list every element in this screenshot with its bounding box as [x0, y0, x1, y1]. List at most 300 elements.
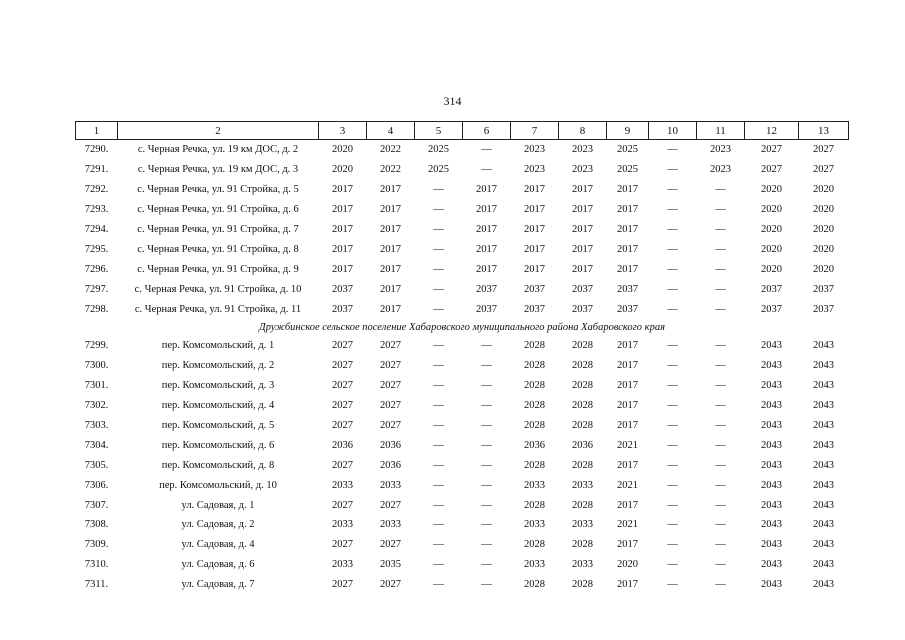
year-cell: 2043	[761, 340, 782, 352]
table-row	[76, 435, 849, 455]
year-cell: —	[715, 224, 726, 235]
year-cell: —	[433, 204, 444, 216]
row-number: 7293.	[84, 204, 109, 216]
year-cell: 2035	[380, 559, 401, 571]
year-cell: 2023	[524, 144, 545, 156]
address-cell: с. Черная Речка, ул. 91 Стройка, д. 8	[137, 243, 299, 255]
year-cell: 2020	[761, 204, 782, 216]
year-cell: 2017	[617, 459, 638, 471]
year-cell: —	[667, 184, 678, 196]
year-cell: —	[715, 184, 726, 196]
year-cell: 2020	[761, 184, 782, 196]
year-cell: 2043	[813, 380, 834, 392]
year-cell: —	[667, 360, 678, 372]
year-cell: 2017	[617, 243, 638, 255]
year-cell: —	[481, 519, 492, 531]
year-cell: —	[715, 400, 726, 412]
year-cell: 2027	[380, 380, 401, 392]
year-cell: —	[667, 380, 678, 392]
year-cell: 2027	[332, 340, 353, 352]
year-cell: 2037	[813, 303, 834, 315]
year-cell: —	[715, 303, 726, 315]
year-cell: 2017	[524, 243, 545, 255]
year-cell: 2033	[572, 559, 593, 571]
column-header: 2	[118, 122, 319, 140]
year-cell: 2027	[380, 539, 401, 551]
year-cell: 2037	[476, 283, 497, 295]
year-cell: 2043	[813, 360, 834, 372]
year-cell: —	[667, 579, 678, 591]
row-number: 7297.	[84, 283, 109, 295]
table-row	[76, 396, 849, 416]
year-cell: 2017	[572, 204, 593, 216]
column-number-header-row	[76, 122, 849, 140]
year-cell: —	[715, 519, 726, 531]
address-cell: пер. Комсомольский, д. 8	[161, 459, 275, 471]
year-cell: —	[433, 559, 444, 571]
year-cell: —	[715, 499, 726, 511]
year-cell: 2043	[761, 420, 782, 432]
year-cell: 2017	[617, 579, 638, 591]
table-row	[76, 515, 849, 535]
address-cell: пер. Комсомольский, д. 2	[161, 360, 275, 372]
year-cell: 2028	[524, 380, 545, 392]
year-cell: —	[715, 479, 726, 491]
table-row	[76, 555, 849, 575]
year-cell: —	[433, 283, 444, 295]
year-cell: 2017	[617, 400, 638, 412]
year-cell: —	[667, 420, 678, 432]
year-cell: 2028	[524, 400, 545, 412]
row-number: 7305.	[84, 459, 109, 471]
year-cell: —	[667, 439, 678, 451]
year-cell: 2017	[332, 204, 353, 216]
year-cell: 2036	[332, 439, 353, 451]
year-cell: 2017	[380, 204, 401, 216]
year-cell: 2028	[572, 539, 593, 551]
year-cell: 2027	[332, 499, 353, 511]
year-cell: 2027	[332, 400, 353, 412]
year-cell: —	[433, 400, 444, 412]
year-cell: —	[433, 243, 444, 255]
year-cell: 2027	[380, 579, 401, 591]
address-cell: ул. Садовая, д. 6	[181, 559, 255, 571]
table-body-druzhbinskoe	[76, 336, 849, 595]
year-cell: 2017	[617, 420, 638, 432]
table-row	[76, 239, 849, 259]
year-cell: 2037	[332, 303, 353, 315]
year-cell: 2023	[710, 144, 731, 156]
year-cell: 2017	[524, 263, 545, 275]
year-cell: —	[715, 539, 726, 551]
year-cell: —	[667, 559, 678, 571]
address-cell: ул. Садовая, д. 7	[181, 579, 255, 591]
year-cell: 2028	[572, 400, 593, 412]
address-cell: с. Черная Речка, ул. 91 Стройка, д. 10	[134, 283, 302, 295]
year-cell: —	[481, 579, 492, 591]
year-cell: —	[433, 303, 444, 315]
year-cell: —	[433, 380, 444, 392]
year-cell: —	[715, 243, 726, 255]
year-cell: —	[481, 539, 492, 551]
year-cell: 2043	[761, 360, 782, 372]
year-cell: 2033	[380, 519, 401, 531]
row-number: 7311.	[84, 579, 109, 591]
address-cell: пер. Комсомольский, д. 4	[161, 400, 275, 412]
year-cell: 2028	[524, 340, 545, 352]
address-cell: пер. Комсомольский, д. 6	[161, 439, 275, 451]
year-cell: 2043	[813, 400, 834, 412]
year-cell: 2033	[572, 479, 593, 491]
year-cell: 2017	[617, 340, 638, 352]
year-cell: 2020	[761, 263, 782, 275]
year-cell: 2017	[572, 184, 593, 196]
year-cell: 2027	[332, 579, 353, 591]
year-cell: —	[667, 204, 678, 216]
year-cell: 2027	[380, 360, 401, 372]
year-cell: —	[667, 243, 678, 255]
year-cell: 2028	[524, 579, 545, 591]
column-header: 6	[463, 122, 511, 140]
table-row	[76, 160, 849, 180]
year-cell: 2027	[332, 539, 353, 551]
year-cell: 2017	[332, 224, 353, 235]
year-cell: 2043	[761, 459, 782, 471]
year-cell: 2037	[572, 303, 593, 315]
year-cell: —	[715, 283, 726, 295]
year-cell: —	[715, 439, 726, 451]
row-number: 7295.	[84, 243, 109, 255]
year-cell: 2033	[572, 519, 593, 531]
year-cell: —	[433, 579, 444, 591]
year-cell: 2020	[332, 164, 353, 176]
year-cell: 2037	[332, 283, 353, 295]
address-cell: с. Черная Речка, ул. 91 Стройка, д. 5	[137, 184, 299, 196]
year-cell: 2037	[572, 283, 593, 295]
year-cell: —	[433, 184, 444, 196]
year-cell: —	[433, 263, 444, 275]
year-cell: 2020	[761, 224, 782, 235]
year-cell: —	[481, 439, 492, 451]
year-cell: 2037	[617, 283, 638, 295]
year-cell: 2028	[572, 420, 593, 432]
year-cell: 2043	[813, 579, 834, 591]
row-number: 7302.	[84, 400, 109, 412]
year-cell: —	[667, 499, 678, 511]
table-row	[76, 475, 849, 495]
year-cell: 2028	[572, 380, 593, 392]
year-cell: 2020	[813, 204, 834, 216]
year-cell: 2043	[813, 439, 834, 451]
year-cell: 2017	[332, 263, 353, 275]
year-cell: 2043	[761, 579, 782, 591]
year-cell: 2017	[617, 380, 638, 392]
year-cell: 2033	[332, 559, 353, 571]
page-number: 314	[443, 94, 462, 108]
year-cell: 2027	[380, 420, 401, 432]
year-cell: 2043	[761, 519, 782, 531]
year-cell: 2022	[380, 164, 401, 176]
year-cell: 2027	[332, 459, 353, 471]
address-cell: с. Черная Речка, ул. 91 Стройка, д. 7	[137, 224, 299, 235]
year-cell: —	[667, 263, 678, 275]
year-cell: 2043	[813, 459, 834, 471]
year-cell: 2027	[332, 360, 353, 372]
year-cell: 2017	[572, 224, 593, 235]
year-cell: 2017	[617, 184, 638, 196]
year-cell: —	[433, 539, 444, 551]
year-cell: 2027	[813, 144, 834, 156]
row-number: 7308.	[84, 519, 109, 531]
address-cell: пер. Комсомольский, д. 10	[159, 479, 277, 491]
year-cell: 2037	[813, 283, 834, 295]
year-cell: 2020	[813, 224, 834, 235]
year-cell: 2027	[761, 164, 782, 176]
column-header: 3	[319, 122, 367, 140]
column-header: 8	[559, 122, 607, 140]
year-cell: 2017	[380, 243, 401, 255]
year-cell: —	[481, 360, 492, 372]
year-cell: 2043	[761, 559, 782, 571]
column-header: 11	[697, 122, 745, 140]
year-cell: 2017	[524, 184, 545, 196]
year-cell: 2017	[476, 204, 497, 216]
year-cell: 2027	[332, 420, 353, 432]
row-number: 7307.	[84, 499, 109, 511]
year-cell: 2017	[524, 224, 545, 235]
year-cell: 2033	[380, 479, 401, 491]
year-cell: 2043	[813, 519, 834, 531]
year-cell: 2028	[524, 459, 545, 471]
year-cell: 2033	[332, 479, 353, 491]
year-cell: 2028	[572, 579, 593, 591]
year-cell: 2028	[572, 360, 593, 372]
column-header: 9	[607, 122, 649, 140]
row-number: 7306.	[84, 479, 109, 491]
year-cell: —	[433, 420, 444, 432]
year-cell: —	[667, 539, 678, 551]
table-row	[76, 140, 849, 160]
column-header: 7	[511, 122, 559, 140]
year-cell: 2043	[813, 559, 834, 571]
year-cell: 2017	[332, 243, 353, 255]
year-cell: —	[715, 360, 726, 372]
year-cell: 2021	[617, 479, 638, 491]
table-row	[76, 575, 849, 595]
year-cell: 2037	[476, 303, 497, 315]
year-cell: 2028	[572, 340, 593, 352]
buildings-repair-schedule-table	[75, 121, 849, 595]
year-cell: —	[433, 519, 444, 531]
year-cell: 2017	[572, 243, 593, 255]
address-cell: с. Черная Речка, ул. 91 Стройка, д. 11	[134, 303, 302, 315]
row-number: 7300.	[84, 360, 109, 372]
year-cell: —	[433, 360, 444, 372]
year-cell: —	[715, 579, 726, 591]
year-cell: 2027	[761, 144, 782, 156]
year-cell: 2027	[380, 499, 401, 511]
year-cell: 2036	[572, 439, 593, 451]
table-row	[76, 356, 849, 376]
year-cell: 2037	[761, 283, 782, 295]
row-number: 7304.	[84, 439, 109, 451]
year-cell: —	[667, 519, 678, 531]
row-number: 7303.	[84, 420, 109, 432]
year-cell: 2020	[761, 243, 782, 255]
year-cell: —	[715, 263, 726, 275]
year-cell: —	[481, 144, 492, 156]
year-cell: —	[481, 479, 492, 491]
year-cell: 2017	[524, 204, 545, 216]
year-cell: 2036	[524, 439, 545, 451]
address-cell: ул. Садовая, д. 2	[181, 519, 255, 531]
row-number: 7301.	[84, 380, 109, 392]
year-cell: 2017	[617, 360, 638, 372]
year-cell: 2028	[524, 539, 545, 551]
year-cell: 2033	[524, 479, 545, 491]
year-cell: 2033	[524, 559, 545, 571]
year-cell: 2043	[761, 479, 782, 491]
row-number: 7294.	[84, 224, 109, 235]
section-header	[76, 319, 849, 336]
address-cell: с. Черная Речка, ул. 19 км ДОС, д. 2	[137, 144, 299, 156]
row-number: 7298.	[84, 303, 109, 315]
year-cell: 2017	[617, 499, 638, 511]
year-cell: 2028	[524, 360, 545, 372]
year-cell: 2027	[813, 164, 834, 176]
column-header: 5	[415, 122, 463, 140]
section-title: Дружбинское сельское поселение Хабаровского муниципального района Хабаровского края	[259, 322, 665, 334]
year-cell: 2025	[617, 164, 638, 176]
address-cell: с. Черная Речка, ул. 19 км ДОС, д. 3	[137, 164, 299, 176]
year-cell: 2043	[813, 539, 834, 551]
table-row	[76, 180, 849, 200]
year-cell: —	[481, 380, 492, 392]
year-cell: 2017	[380, 303, 401, 315]
year-cell: —	[667, 164, 678, 176]
year-cell: 2025	[428, 144, 449, 156]
column-header: 1	[76, 122, 118, 140]
row-number: 7290.	[84, 144, 109, 156]
table-row	[76, 200, 849, 220]
year-cell: 2017	[476, 184, 497, 196]
year-cell: —	[715, 204, 726, 216]
year-cell: 2017	[617, 204, 638, 216]
address-cell: пер. Комсомольский, д. 5	[161, 420, 275, 432]
table-row	[76, 279, 849, 299]
year-cell: 2022	[380, 144, 401, 156]
year-cell: 2036	[380, 439, 401, 451]
row-number: 7310.	[84, 559, 109, 571]
year-cell: 2037	[617, 303, 638, 315]
year-cell: —	[715, 420, 726, 432]
table-row	[76, 299, 849, 319]
year-cell: 2033	[332, 519, 353, 531]
year-cell: 2017	[617, 224, 638, 235]
year-cell: 2028	[524, 420, 545, 432]
year-cell: 2027	[380, 400, 401, 412]
year-cell: 2027	[380, 340, 401, 352]
year-cell: 2037	[524, 283, 545, 295]
table-row	[76, 259, 849, 279]
year-cell: 2017	[476, 263, 497, 275]
year-cell: —	[433, 224, 444, 235]
year-cell: 2017	[380, 224, 401, 235]
address-cell: пер. Комсомольский, д. 1	[161, 340, 275, 352]
address-cell: пер. Комсомольский, д. 3	[161, 380, 275, 392]
year-cell: —	[715, 380, 726, 392]
table-row	[76, 535, 849, 555]
row-number: 7296.	[84, 263, 109, 275]
year-cell: —	[667, 459, 678, 471]
year-cell: 2043	[813, 340, 834, 352]
year-cell: 2017	[476, 243, 497, 255]
year-cell: 2043	[813, 420, 834, 432]
table-body-chernaya-rechka	[76, 140, 849, 320]
year-cell: —	[433, 479, 444, 491]
year-cell: —	[433, 459, 444, 471]
row-number: 7292.	[84, 184, 109, 196]
year-cell: —	[481, 459, 492, 471]
section-row	[76, 319, 849, 336]
table-row	[76, 336, 849, 356]
year-cell: 2037	[761, 303, 782, 315]
address-cell: ул. Садовая, д. 1	[181, 499, 255, 511]
year-cell: —	[433, 499, 444, 511]
year-cell: 2037	[524, 303, 545, 315]
row-number: 7299.	[84, 340, 109, 352]
column-header: 13	[799, 122, 849, 140]
year-cell: —	[481, 164, 492, 176]
year-cell: —	[433, 439, 444, 451]
year-cell: —	[667, 479, 678, 491]
year-cell: —	[481, 420, 492, 432]
year-cell: 2036	[380, 459, 401, 471]
table-row	[76, 455, 849, 475]
year-cell: 2028	[572, 459, 593, 471]
year-cell: —	[715, 459, 726, 471]
year-cell: 2043	[761, 499, 782, 511]
year-cell: 2017	[617, 539, 638, 551]
year-cell: 2043	[761, 380, 782, 392]
table-row	[76, 220, 849, 240]
year-cell: 2017	[380, 283, 401, 295]
year-cell: —	[433, 340, 444, 352]
year-cell: —	[481, 559, 492, 571]
year-cell: 2023	[572, 164, 593, 176]
year-cell: 2023	[524, 164, 545, 176]
year-cell: 2043	[761, 539, 782, 551]
year-cell: —	[667, 283, 678, 295]
year-cell: 2021	[617, 519, 638, 531]
year-cell: 2017	[380, 263, 401, 275]
year-cell: —	[715, 559, 726, 571]
year-cell: 2021	[617, 439, 638, 451]
year-cell: 2028	[524, 499, 545, 511]
column-header: 10	[649, 122, 697, 140]
year-cell: 2043	[813, 499, 834, 511]
year-cell: 2017	[476, 224, 497, 235]
year-cell: 2020	[813, 184, 834, 196]
year-cell: —	[667, 400, 678, 412]
year-cell: —	[667, 144, 678, 156]
year-cell: 2027	[332, 380, 353, 392]
year-cell: —	[667, 303, 678, 315]
year-cell: 2017	[332, 184, 353, 196]
year-cell: 2017	[380, 184, 401, 196]
table-row	[76, 416, 849, 436]
column-header: 12	[745, 122, 799, 140]
